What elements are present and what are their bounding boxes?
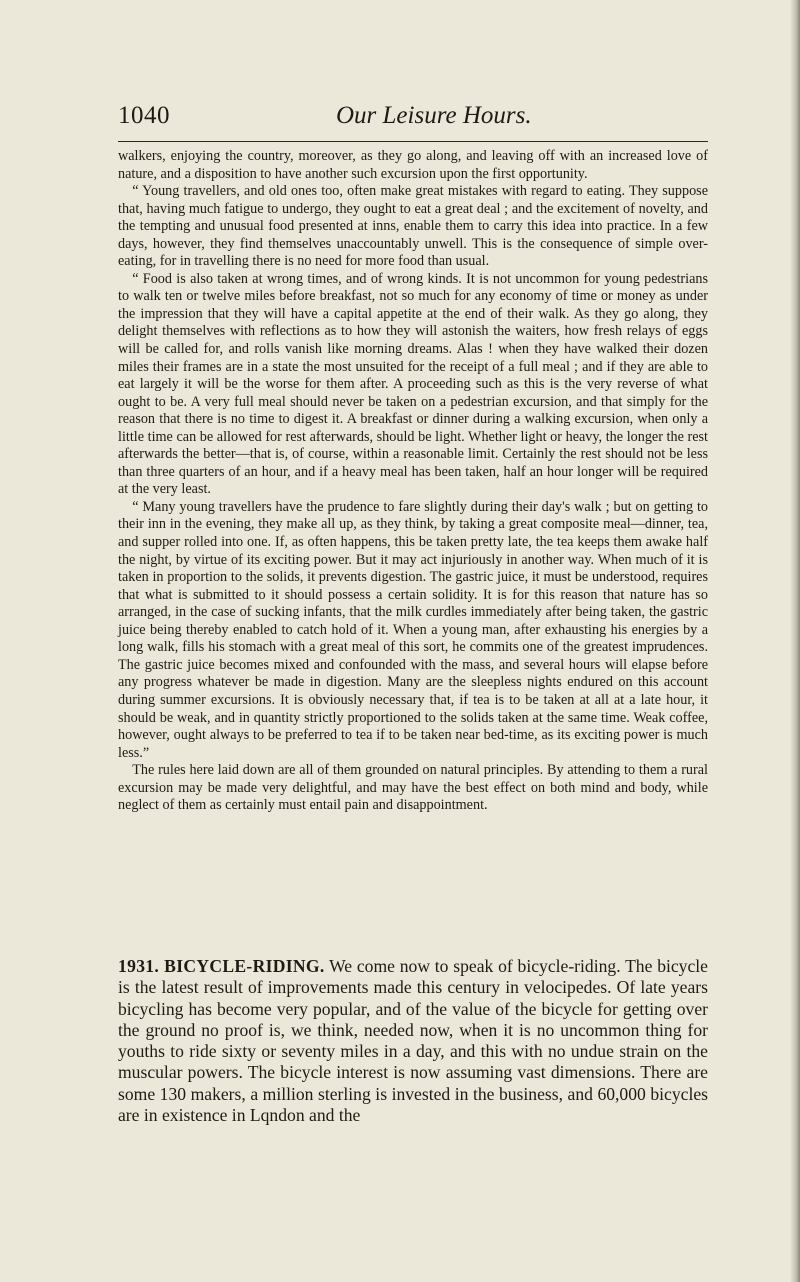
paragraph: “ Young travellers, and old ones too, often make great mistakes with regard to eating. They suppose that, having much fatigue to undergo, they ought to eat a great deal ; and the excitement of novelty, and the tempting and unusual food presented at inns, enable them to carry this idea into practice. In a few days, however, they find themselves unaccountably unwell. This is the consequence of simple over-eating, for in travelling there is no need for more food than usual.: [118, 183, 708, 270]
header-rule: [118, 141, 708, 142]
bicycle-riding-section: [118, 956, 708, 1126]
paragraph: “ Food is also taken at wrong times, and of wrong kinds. It is not uncommon for young pedestrians to walk ten or twelve miles before breakfast, not so much for any economy of time or money as under the impression that they will have a capital appetite at the end of their walk. As they go along, they delight themselves with reflections as to how they will astonish the waiters, how fresh relays of eggs will be called for, and rolls vanish like morning dreams. Alas ! when they have walked their dozen miles their frames are in a state the most unsuited for the receipt of a full meal ; and if they are able to eat largely it will be the worse for them after. A proceeding such as this is the very reverse of what ought to be. A very full meal should never be taken on a pedestrian excursion, and that simply for the reason that there is no time to digest it. A breakfast or dinner during a walking excursion, when only a little time can be allowed for rest afterwards, should be light. Whether light or heavy, the longer the rest afterwards the better—that is, of course, within a reasonable limit. Certainly the rest should not be less than three quarters of an hour, and if a heavy meal has been taken, half an hour longer will be required at the very least.: [118, 270, 708, 498]
page-number: 1040: [118, 102, 170, 129]
paragraph: The rules here laid down are all of them grounded on natural principles. By attending to them a rural excursion may be made very delightful, and may have the best effect on both mind and body, while neglect of them as certainly must entail pain and disappointment.: [118, 762, 708, 814]
page-edge-shadow: [790, 0, 800, 1282]
page-header: [118, 102, 708, 136]
paragraph: walkers, enjoying the country, moreover, as they go along, and leaving off with an increased love of nature, and a disposition to have another such excursion upon the first opportunity.: [118, 148, 708, 182]
paragraph: “ Many young travellers have the prudence to fare slightly during their day's walk ; but on getting to their inn in the evening, they make all up, as they think, by taking a great composite meal—dinner, tea, and supper rolled into one. If, as often happens, this be taken pretty late, the tea keeps them awake half the night, by virtue of its exciting power. But it may act injuriously in another way. When much of it is taken in proportion to the solids, it prevents digestion. The gastric juice, it must be understood, requires that what is submitted to it should possess a certain solidity. It is for this reason that nature has so arranged, in the case of sucking infants, that the milk curdles immediately after being taken, the gastric juice being thereby enabled to catch hold of it. When a young man, after exhausting his energies by a long walk, fills his stomach with a great meal of this sort, he commits one of the greatest imprudences. The gastric juice becomes mixed and confounded with the mass, and several hours will elapse before any progress whatever be made in digestion. Many are the sleepless nights endured on this account during summer excursions. It is obviously necessary that, if tea is to be taken at all at a late hour, it should be weak, and in quantity strictly proportioned to the solids taken at the same time. Weak coffee, however, ought always to be preferred to tea if to be taken near bed-time, as its exciting power is much less.”: [118, 498, 708, 761]
section-text: We come now to speak of bicycle-riding. The bicycle is the latest result of improvements made this century in velocipedes. Of late years bicycling has become very popular, and of the value of the bicycle for getting over the ground no proof is, we think, needed now, when it is no uncommon thing for youths to ride sixty or seventy miles in a day, and this with no undue strain on the muscular powers. The bicycle interest is now assuming vast dimensions. There are some 130 makers, a million sterling is invested in the business, and 60,000 bicycles are in existence in Lqndon and the: [118, 956, 708, 1126]
bicycle-paragraph: [118, 956, 708, 1126]
walking-excursion-text: [118, 148, 708, 815]
section-heading: 1931. BICYCLE-RIDING.: [118, 956, 325, 976]
running-title: Our Leisure Hours.: [336, 102, 532, 129]
